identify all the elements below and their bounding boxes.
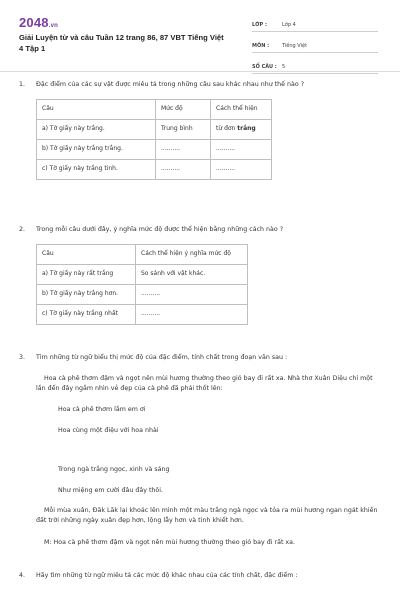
- table-header-row: [37, 245, 248, 265]
- poem-line: Như miệng em cười đâu đây thôi.: [58, 487, 164, 494]
- question-text: Đặc điểm của các sự vật được miêu tả trong những câu sau khác nhau như thế nào ?: [36, 81, 305, 88]
- table-cell: b) Tờ giấy này trắng hơn.: [37, 285, 136, 305]
- worksheet-header: [0, 0, 400, 70]
- example-line: M: Hoa cà phê thơm đậm và ngọt nên mùi hương thường theo gió bay đi rất xa.: [44, 539, 296, 546]
- header-divider: [0, 71, 400, 72]
- cell-bold-text: trắng: [237, 125, 256, 133]
- question-1-table: [36, 99, 272, 180]
- table-header-cell: Cách thể hiện ý nghĩa mức độ: [136, 245, 248, 265]
- passage-paragraph: Mỗi mùa xuân, Đăk Lăk lại khoác lên mình một màu trắng ngà ngọc và tỏa ra mùi hương ngan ngát khiến đất trời những ngày xuân đẹp hơn, lộng lẫy hơn và tinh khiết hơn.: [36, 507, 378, 525]
- question-2: [19, 226, 381, 235]
- table-row: [37, 265, 248, 285]
- table-header-cell: Câu: [37, 245, 136, 265]
- poem-line: Trong ngà trắng ngọc, xinh và sáng: [58, 466, 170, 473]
- table-cell: Trung bình: [156, 120, 211, 140]
- logo-suffix: .vn: [48, 23, 59, 29]
- table-row: [37, 160, 272, 180]
- meta-label: MÔN :: [252, 43, 270, 50]
- table-cell: a) Tờ giấy này trắng.: [37, 120, 156, 140]
- passage-paragraph: Hoa cà phê thơm đậm và ngọt nên mùi hương thường theo gió bay đi rất xa. Nhà thơ Xuân Diệu chỉ một lần đến đây ngắm nhìn vẻ đẹp của cà phê đã phải thốt lên:: [36, 375, 373, 393]
- question-2-table: [36, 244, 248, 325]
- meta-info: [252, 14, 378, 77]
- table-row: [37, 305, 248, 325]
- table-cell: [211, 120, 272, 140]
- table-cell: ..........: [211, 160, 272, 180]
- table-cell: c) Tờ giấy này trắng tinh.: [37, 160, 156, 180]
- table-header-cell: Mức độ: [156, 100, 211, 120]
- meta-value: Tiếng Việt: [282, 43, 308, 50]
- question-4: [19, 572, 381, 581]
- table-row: [37, 285, 248, 305]
- logo-text: 2048: [19, 15, 49, 30]
- table-cell: ..........: [211, 140, 272, 160]
- question-text: Trong mỗi câu dưới đây, ý nghĩa mức độ được thể hiện bằng những cách nào ?: [36, 226, 284, 233]
- table-cell: c) Tờ giấy này trắng nhất: [37, 305, 136, 325]
- meta-value: 5: [282, 64, 286, 71]
- meta-row-subject: [252, 35, 378, 53]
- meta-label: SỐ CÂU :: [252, 64, 277, 71]
- meta-row-class: [252, 14, 378, 32]
- table-header-cell: Cách thể hiện: [211, 100, 272, 120]
- table-cell: So sánh với vật khác.: [136, 265, 248, 285]
- poem-line: Hoa cà phê thơm lắm em ơi: [58, 406, 146, 413]
- poem-line: Hoa cùng một điệu với hoa nhài: [58, 427, 159, 434]
- table-row: [37, 140, 272, 160]
- document-title: Giải Luyện từ và câu Tuần 12 trang 86, 87 VBT Tiếng Việt 4 Tập 1: [19, 33, 224, 53]
- table-cell: ..........: [156, 160, 211, 180]
- question-number: 1.: [19, 81, 26, 88]
- question-text: Tìm những từ ngữ biểu thị mức độ của đặc điểm, tính chất trong đoạn văn sau :: [36, 354, 288, 361]
- question-1: [19, 81, 381, 90]
- table-cell: ..........: [156, 140, 211, 160]
- question-3: [19, 354, 381, 363]
- meta-value: Lớp 4: [282, 22, 296, 29]
- question-number: 2.: [19, 226, 26, 233]
- table-header-row: [37, 100, 272, 120]
- table-cell: ..........: [136, 285, 248, 305]
- site-logo[interactable]: [19, 14, 58, 32]
- table-cell: b) Tờ giấy này trắng trắng.: [37, 140, 156, 160]
- table-cell: a) Tờ giấy này rất trắng: [37, 265, 136, 285]
- table-header-cell: Câu: [37, 100, 156, 120]
- cell-text: từ đơn: [216, 125, 238, 133]
- question-number: 3.: [19, 354, 26, 361]
- table-cell: ..........: [136, 305, 248, 325]
- meta-label: LỚP :: [252, 22, 267, 29]
- table-row: [37, 120, 272, 140]
- question-text: Hãy tìm những từ ngữ miêu tả các mức độ khác nhau của các tính chất, đặc điểm :: [36, 572, 298, 579]
- question-number: 4.: [19, 572, 26, 579]
